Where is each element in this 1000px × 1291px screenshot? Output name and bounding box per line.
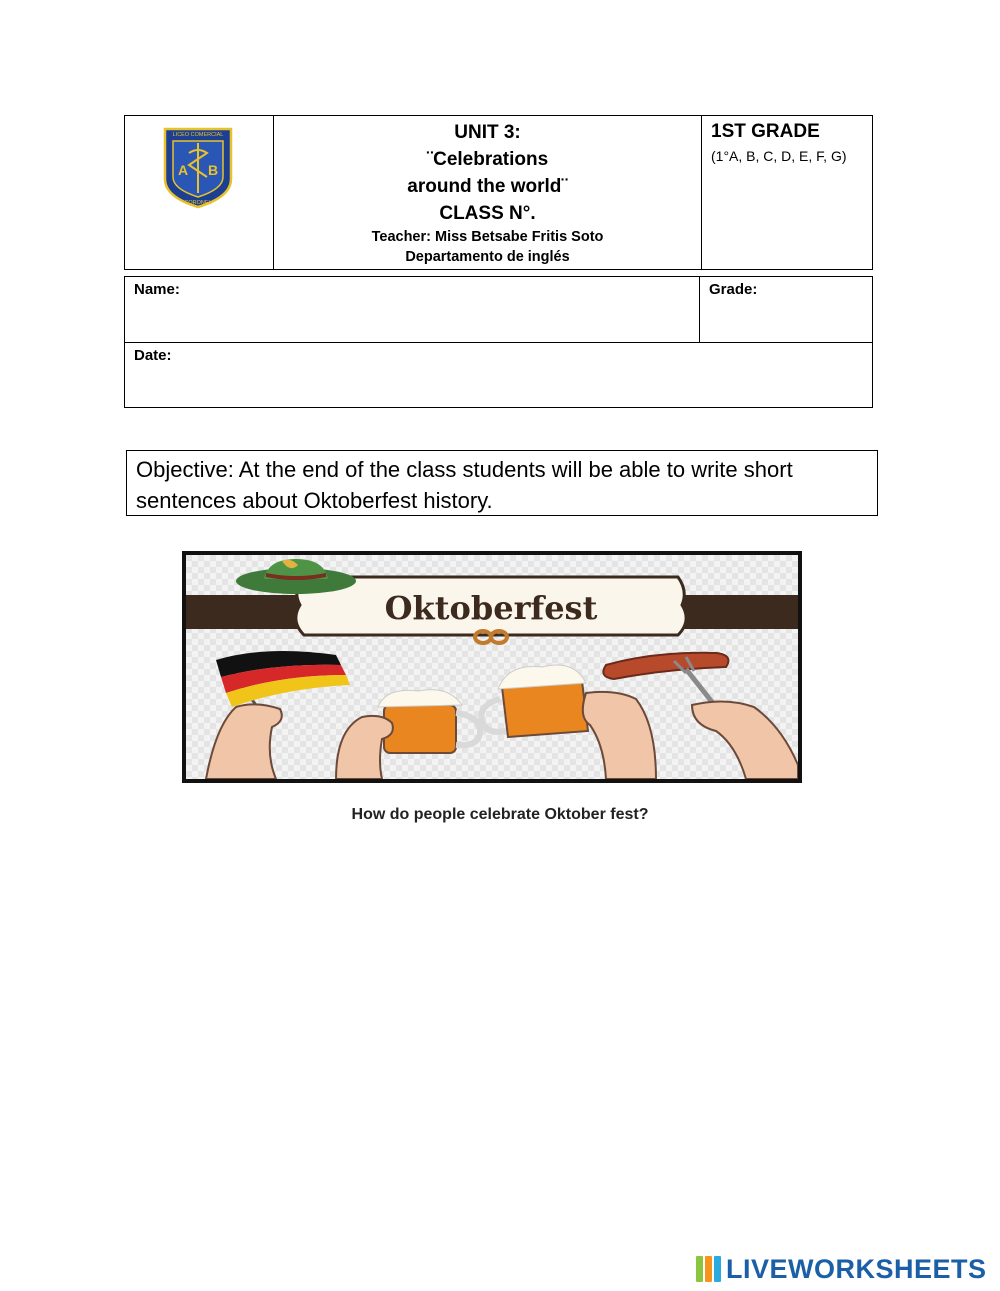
objective-box <box>126 450 878 516</box>
unit-label: UNIT 3: <box>454 122 521 143</box>
grade-sections: (1°A, B, C, D, E, F, G) <box>711 148 847 164</box>
class-label: CLASS N°. <box>439 203 536 224</box>
logo-letter-a: A <box>177 162 189 178</box>
grade-field[interactable] <box>700 277 872 342</box>
grade-cell <box>702 116 872 269</box>
unit-title-line1: ¨Celebrations <box>426 149 549 170</box>
header-table <box>124 115 873 270</box>
info-row-name-grade <box>125 277 872 343</box>
department-name: Departamento de inglés <box>405 249 570 265</box>
liveworksheets-logo-icon <box>696 1256 722 1282</box>
title-cell <box>274 116 702 269</box>
name-label: Name: <box>134 281 180 298</box>
liveworksheets-wordmark: LIVEWORKSHEETS <box>726 1253 987 1284</box>
student-info-table <box>124 276 873 408</box>
banner-title: Oktoberfest <box>384 589 598 627</box>
logo-arc-top: LICEO COMERCIAL <box>172 132 224 138</box>
logo-arc-bottom: CORONEL <box>184 200 212 206</box>
grade-title: 1ST GRADE <box>711 121 820 142</box>
unit-title-line2: around the world¨ <box>407 176 568 197</box>
teacher-name: Teacher: Miss Betsabe Fritis Soto <box>371 229 604 245</box>
date-label: Date: <box>134 347 172 364</box>
oktoberfest-banner <box>182 551 802 783</box>
banner-caption: How do people celebrate Oktober fest? <box>351 806 649 823</box>
banner-illustration <box>186 555 798 779</box>
logo-letter-b: B <box>207 162 219 178</box>
name-field[interactable] <box>125 277 700 342</box>
school-logo <box>163 127 233 209</box>
objective-text: Objective: At the end of the class students will be able to write short sentences about Oktoberfest history. <box>136 457 793 513</box>
logo-cell <box>125 116 274 269</box>
date-field[interactable] <box>125 343 872 369</box>
grade-label: Grade: <box>709 281 758 298</box>
liveworksheets-brand[interactable] <box>696 1252 987 1286</box>
